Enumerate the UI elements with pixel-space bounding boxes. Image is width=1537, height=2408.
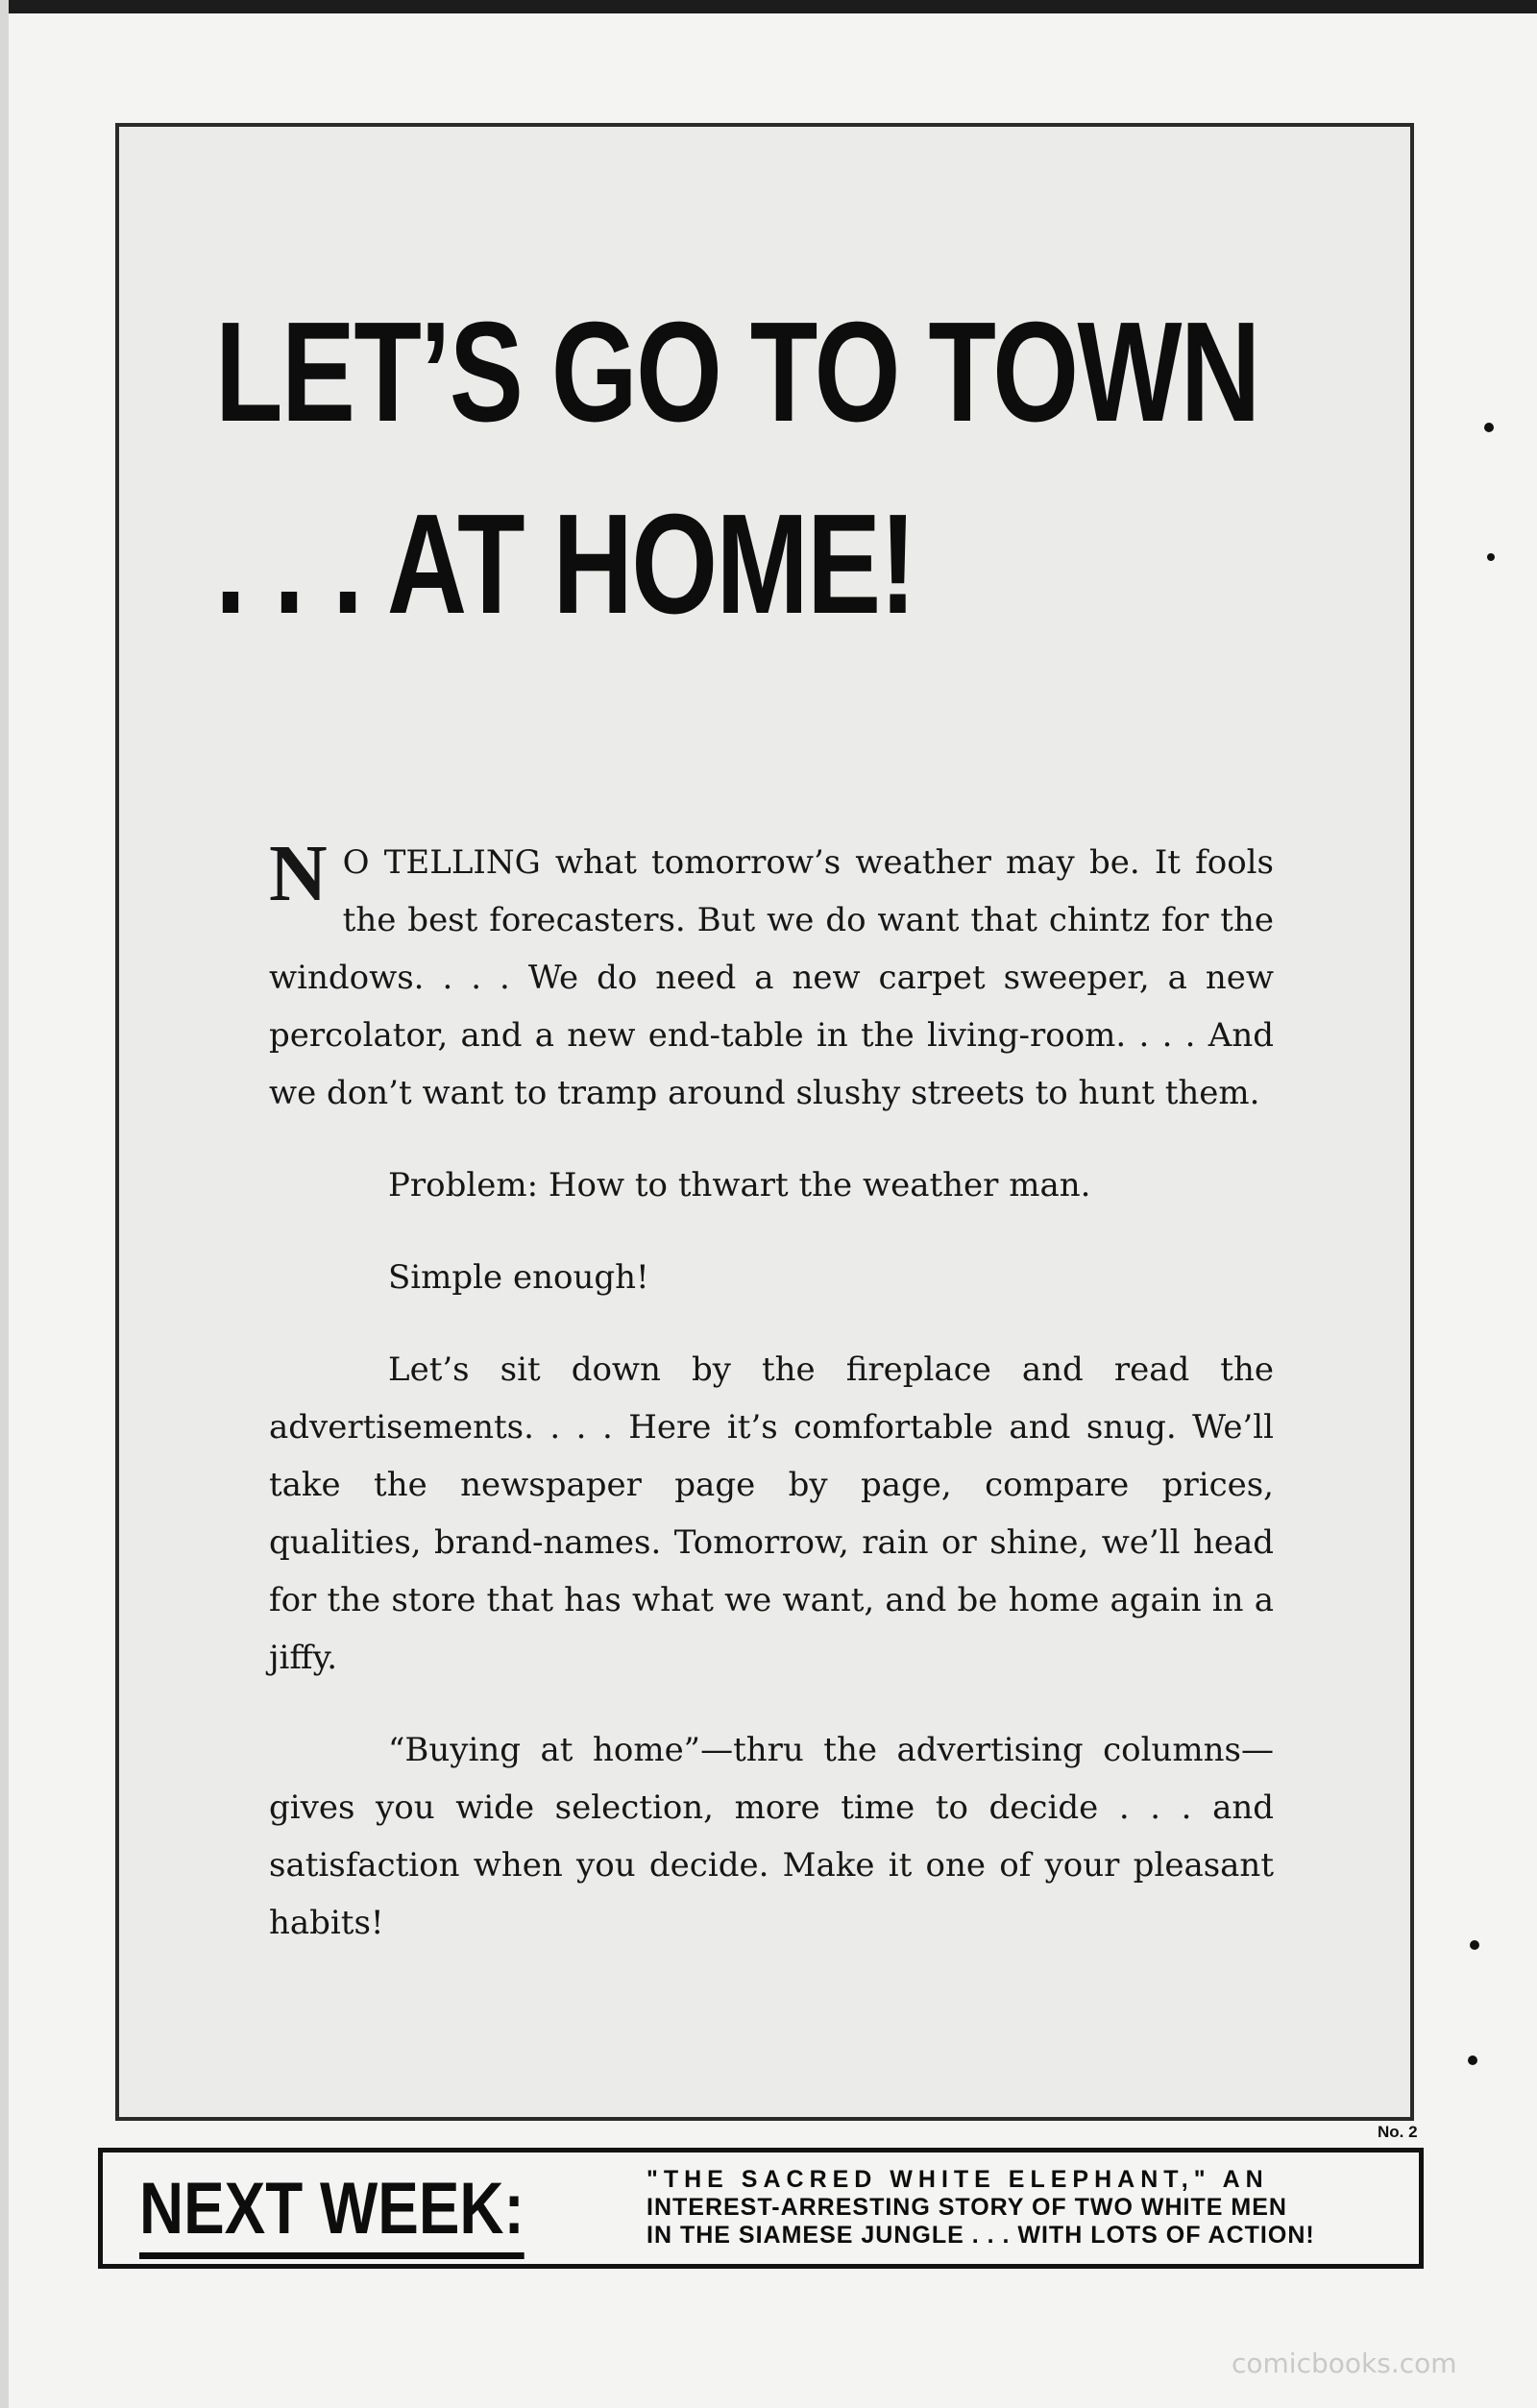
headline-line-2: . . . AT HOME! <box>215 485 915 644</box>
paragraph-problem: Problem: How to thwart the weather man. <box>388 1166 1091 1204</box>
next-week-blurb-line-2: INTEREST-ARRESTING STORY OF TWO WHITE MEN <box>647 2194 1287 2221</box>
source-watermark: comicbooks.com <box>1232 2347 1457 2379</box>
paragraph-1-text: O TELLING what tomorrow’s weather may be. It fools the best forecasters. But we do want that chintz for the windows. . . . We do need a new carpet sweeper, a new percolator, and a new end-table in the living-room. . . . And we don’t want to tramp around slushy streets to hunt them. <box>269 843 1274 1112</box>
next-week-blurb <box>647 2166 1402 2250</box>
next-week-banner <box>98 2148 1424 2269</box>
drop-cap: N <box>269 829 328 918</box>
scan-top-edge <box>0 0 1537 13</box>
scan-speck <box>1484 423 1494 432</box>
paragraph-intro <box>269 829 1274 1122</box>
paragraph-buying-at-home: “Buying at home”—thru the advertising columns—gives you wide selection, more time to decide . . . and satisfaction when you decide. Make it one of your pleasant habits! <box>269 1731 1274 1942</box>
next-week-label: NEXT WEEK: <box>139 2166 525 2259</box>
scan-speck <box>1468 2055 1477 2065</box>
next-week-blurb-line-1: "THE SACRED WHITE ELEPHANT," AN <box>647 2166 1269 2193</box>
scan-speck <box>1470 1940 1479 1950</box>
issue-number: No. 2 <box>1378 2123 1418 2141</box>
scan-left-edge <box>0 0 9 2408</box>
paragraph-simple: Simple enough! <box>388 1258 649 1297</box>
headline-line-1: LET’S GO TO TOWN <box>215 293 1259 451</box>
scan-speck <box>1487 553 1495 561</box>
ad-headline <box>215 277 1259 661</box>
paragraph-fireplace: Let’s sit down by the fireplace and read the advertisements. . . . Here it’s comfortable and snug. We’ll take the newspaper page by page, compare prices, qualities, brand-names. Tomorrow, rain or shine, we’ll head for the store that has what we want, and be home again in a jiffy. <box>269 1350 1274 1677</box>
next-week-blurb-line-3: IN THE SIAMESE JUNGLE . . . WITH LOTS OF ACTION! <box>647 2222 1315 2249</box>
ad-body-copy <box>269 829 1274 1986</box>
